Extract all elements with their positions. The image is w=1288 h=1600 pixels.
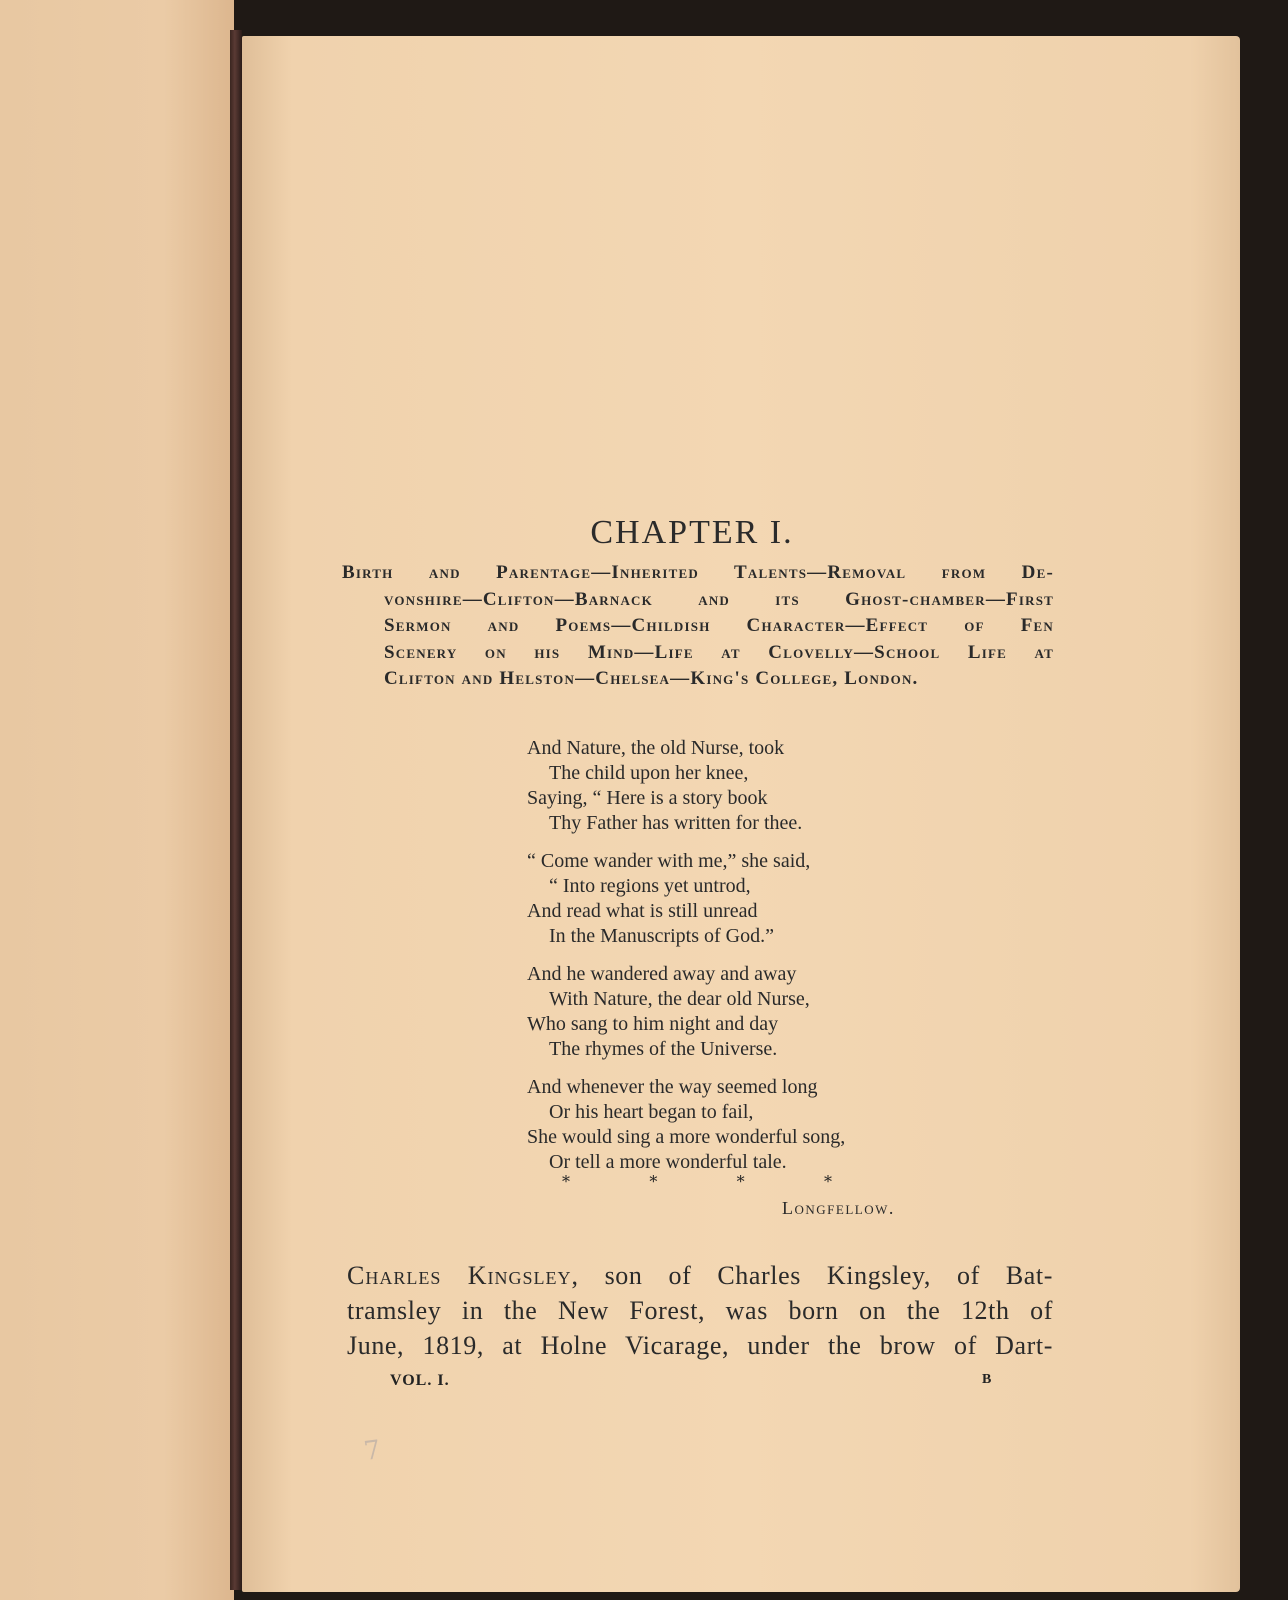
poem-line: The child upon her knee, [549, 762, 749, 784]
poem-line: Who sang to him night and day [527, 1013, 779, 1035]
poem-stanza [527, 962, 947, 1062]
signature-mark: B [982, 1372, 992, 1387]
poem-line: And whenever the way seemed long [527, 1076, 818, 1098]
separator-asterisk: * [823, 1172, 832, 1191]
poem-attribution: Longfellow. [782, 1198, 895, 1218]
synopsis-line: Birth and Parentage—Inherited Talents—Removal from De- [342, 562, 1054, 583]
separator-asterisk: * [562, 1172, 570, 1191]
poem-line: “ Come wander with me,” she said, [527, 850, 811, 872]
poem-line: Or tell a more wonderful tale. [549, 1151, 787, 1173]
chapter-title: CHAPTER I. [590, 514, 794, 551]
pencil-annotation: 7 [361, 1434, 383, 1468]
poem-line: She would sing a more wonderful song, [527, 1126, 846, 1148]
poem-line: Or his heart began to fail, [549, 1101, 754, 1123]
poem-stanza [527, 849, 947, 949]
poem-line: The rhymes of the Universe. [549, 1038, 778, 1060]
left-page [0, 0, 234, 1600]
synopsis-line: Sermon and Poems—Childish Character—Effect of Fen [384, 615, 1054, 636]
poem-stanza [527, 736, 947, 836]
chapter-synopsis [342, 560, 1054, 693]
poem-separator [562, 1172, 832, 1191]
body-paragraph [347, 1258, 1053, 1363]
poem-line: With Nature, the dear old Nurse, [549, 988, 810, 1010]
poem-line: And read what is still unread [527, 900, 758, 922]
right-page [242, 36, 1240, 1592]
poem-stanza [527, 1075, 947, 1175]
opening-name: Charles Kingsley [347, 1261, 572, 1290]
volume-signature: VOL. I. [390, 1372, 450, 1389]
epigraph-poem [527, 736, 947, 1188]
separator-asterisk: * [736, 1172, 745, 1191]
poem-line: Thy Father has written for thee. [549, 812, 803, 834]
body-line: June, 1819, at Holne Vicarage, under the brow of Dart- [347, 1331, 1053, 1360]
synopsis-line: Clifton and Helston—Chelsea—King's College, London. [384, 668, 919, 689]
poem-line: And he wandered away and away [527, 963, 797, 985]
synopsis-line: Scenery on his Mind—Life at Clovelly—School Life at [384, 641, 1054, 663]
book-gutter [230, 30, 242, 1590]
poem-line: “ Into regions yet untrod, [549, 875, 751, 897]
separator-asterisk: * [649, 1172, 658, 1191]
body-line-rest: , son of Charles Kingsley, of Bat- [571, 1261, 1053, 1290]
poem-line: In the Manuscripts of God.” [549, 925, 774, 947]
body-line [347, 1258, 1053, 1293]
poem-line: And Nature, the old Nurse, took [527, 737, 785, 759]
synopsis-line: vonshire—Clifton—Barnack and its Ghost-chamber—First [384, 588, 1054, 610]
body-line: tramsley in the New Forest, was born on the 12th of [347, 1296, 1053, 1325]
poem-line: Saying, “ Here is a story book [527, 787, 768, 809]
